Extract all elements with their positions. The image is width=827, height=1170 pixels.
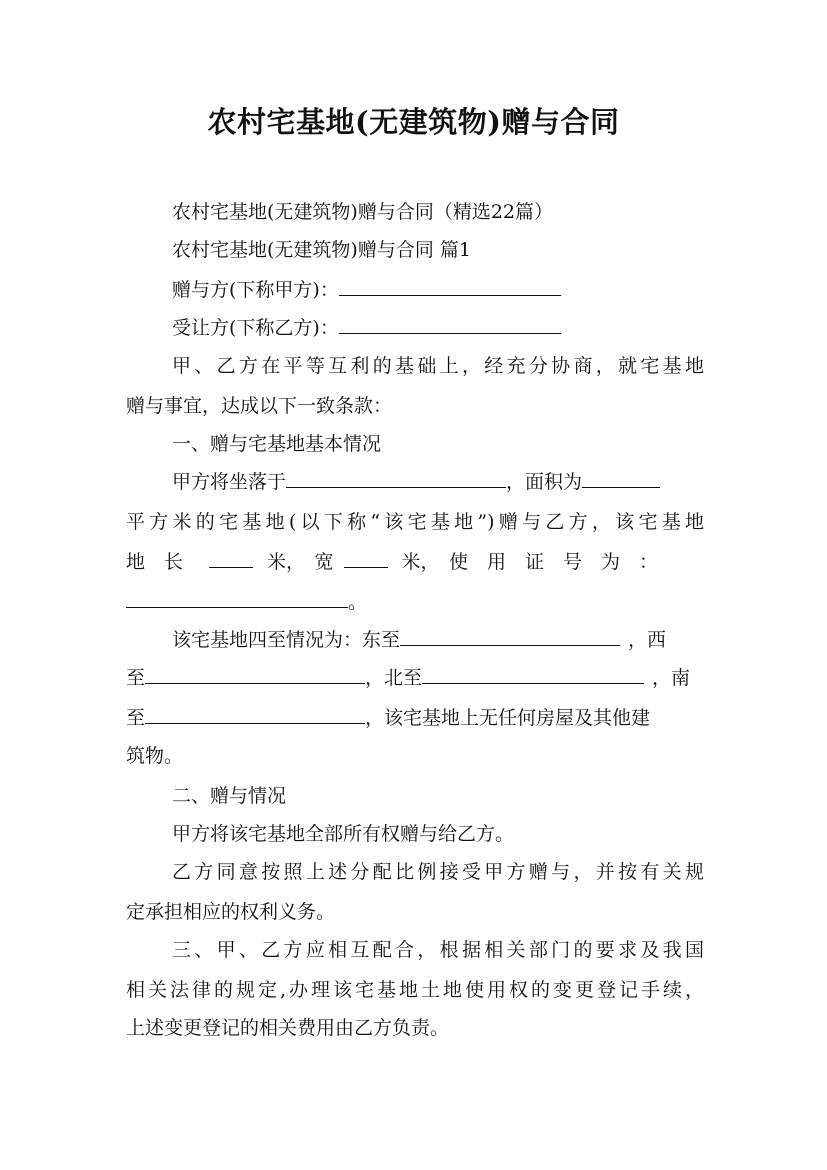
subtitle-line: 农村宅基地(无建筑物)赠与合同（精选22篇） [172, 201, 554, 223]
paragraph-line: 上述变更登记的相关费用由乙方负责。 [126, 1017, 450, 1039]
east-label: 该宅基地四至情况为：东至 [172, 629, 401, 651]
location-blank [286, 467, 506, 488]
dimensions-line [126, 546, 704, 578]
recipient-blank [339, 313, 561, 334]
east-blank [400, 625, 620, 646]
section-heading-line: 农村宅基地(无建筑物)赠与合同 篇1 [172, 239, 471, 261]
paragraph-line: 甲、乙方在平等互利的基础上，经充分协商，就宅基地 [172, 355, 704, 377]
paragraph-line: 相关法律的规定,办理该宅基地土地使用权的变更登记手续， [126, 979, 704, 1001]
north-label: ，北至 [365, 667, 423, 689]
recipient-line [126, 312, 704, 344]
west-label-cont: 至 [126, 667, 146, 689]
paragraph-line: 定承担相应的权利义务。 [126, 901, 336, 923]
paragraph-line: 乙方同意按照上述分配比例接受甲方赠与，并按有关规 [172, 861, 704, 883]
boundary-line-west-north [126, 662, 704, 694]
width-blank [344, 547, 388, 568]
certificate-label: 米， 使 用 证 号 为 ： [401, 551, 659, 573]
north-blank [422, 663, 644, 684]
boundary-line-south [126, 702, 704, 734]
certificate-line [126, 586, 704, 618]
length-blank [209, 547, 253, 568]
document-title: 农村宅基地(无建筑物)赠与合同 [207, 105, 620, 139]
location-label: 甲方将坐落于 [172, 471, 287, 493]
boundary-line-east [126, 624, 704, 656]
location-line [126, 466, 704, 498]
paragraph-line: 赠与事宜，达成以下一致条款： [126, 395, 393, 417]
width-label: 米， 宽 [267, 551, 334, 573]
certificate-blank [126, 587, 348, 608]
west-blank [145, 663, 365, 684]
paragraph-line: 平方米的宅基地(以下称“该宅基地”)赠与乙方，该宅基地 [126, 511, 704, 533]
donor-label: 赠与方(下称甲方)： [172, 279, 339, 301]
period: 。 [348, 591, 368, 613]
south-label: ，南 [652, 667, 691, 689]
donor-blank [339, 275, 561, 296]
paragraph-line: 三、甲、乙方应相互配合，根据相关部门的要求及我国 [172, 939, 704, 961]
donor-line [126, 274, 704, 306]
recipient-label: 受让方(下称乙方)： [172, 317, 339, 339]
area-blank [582, 467, 660, 488]
south-blank [145, 703, 365, 724]
south-label-cont: 至 [126, 707, 146, 729]
length-label: 地 长 [126, 551, 184, 573]
paragraph-line: 筑物。 [126, 745, 184, 767]
paragraph-line: 甲方将该宅基地全部所有权赠与给乙方。 [172, 823, 515, 845]
section-heading: 一、赠与宅基地基本情况 [172, 433, 382, 455]
west-label: ，西 [628, 629, 667, 651]
area-label: ，面积为 [506, 471, 583, 493]
boundary-tail: ，该宅基地上无任何房屋及其他建 [365, 707, 651, 729]
section-heading: 二、赠与情况 [172, 785, 287, 807]
